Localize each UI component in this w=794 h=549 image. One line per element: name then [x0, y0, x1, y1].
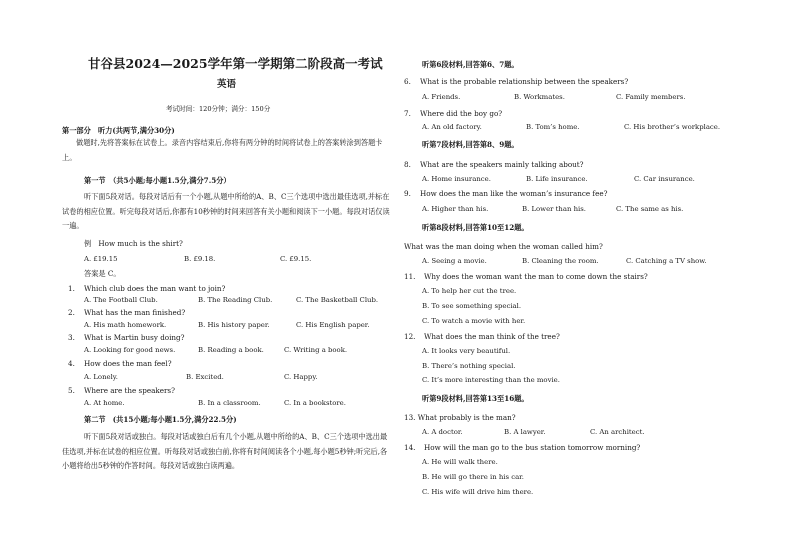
question-number: 6.	[404, 77, 411, 86]
question-number: 5.	[68, 386, 75, 395]
example-option-b: B. £9.18.	[184, 255, 216, 263]
example-answer: 答案是 C。	[84, 269, 121, 278]
option-a: A. Seeing a movie.	[422, 257, 487, 265]
question-text: What was the man doing when the woman called him?	[404, 242, 603, 251]
question-number: 3.	[68, 333, 75, 342]
option-a: A. A doctor.	[422, 428, 463, 436]
option-a: A. Home insurance.	[422, 175, 491, 183]
option-c: C. An architect.	[590, 428, 645, 436]
option-a: A. Higher than his.	[422, 205, 489, 213]
material-9-heading: 听第9段材料,回答第13至16题。	[422, 394, 529, 403]
question-text: How does the man like the woman’s insurance fee?	[420, 189, 608, 198]
option-b: B. Cleaning the room.	[522, 257, 599, 265]
option-b: B. Excited.	[186, 373, 224, 381]
option-b: B. A lawyer.	[504, 428, 546, 436]
option-c: C. Family members.	[616, 93, 686, 101]
section2-heading: 第二节 (共15小题;每小题1.5分,满分22.5分)	[84, 415, 237, 424]
option-c: C. In a bookstore.	[284, 399, 346, 407]
option-a: A. It looks very beautiful.	[422, 347, 511, 355]
option-c: C. To watch a movie with her.	[422, 317, 526, 325]
part1-intro: 做题时,先将答案标在试卷上。录音内容结束后,你将有两分钟的时间将试卷上的答案转涂到答题卡上。	[62, 138, 383, 162]
question-text: Where did the boy go?	[420, 109, 503, 118]
option-b: B. Reading a book.	[198, 346, 264, 354]
option-c: C. His English paper.	[296, 321, 370, 329]
option-c: C. His wife will drive him there.	[422, 488, 534, 496]
question-text: Where are the speakers?	[84, 386, 175, 395]
option-a: A. Lonely.	[84, 373, 118, 381]
option-b: B. Life insurance.	[526, 175, 588, 183]
example-option-a: A. £19.15	[84, 255, 118, 263]
option-b: B. His history paper.	[198, 321, 270, 329]
option-a: A. Friends.	[422, 93, 461, 101]
option-a: A. To help her cut the tree.	[422, 287, 517, 295]
material-8-heading: 听第8段材料,回答第10至12题。	[422, 223, 529, 232]
option-a: A. At home.	[84, 399, 125, 407]
option-c: C. Writing a book.	[284, 346, 348, 354]
option-b: B. To see something special.	[422, 302, 522, 310]
option-b: B. Tom’s home.	[526, 123, 580, 131]
option-c: C. The Basketball Club.	[296, 296, 379, 304]
option-b: B. Workmates.	[514, 93, 565, 101]
question-number: 2.	[68, 308, 75, 317]
question-text: How will the man go to the bus station tomorrow morning?	[424, 443, 641, 452]
question-text: What is Martin busy doing?	[84, 333, 185, 342]
question-number: 12.	[404, 332, 416, 341]
option-c: C. The same as his.	[616, 205, 684, 213]
part1-heading: 第一部分 听力(共两节,满分30分)	[62, 126, 175, 135]
option-b: B. The Reading Club.	[198, 296, 273, 304]
question-text: 13. What probably is the man?	[404, 413, 516, 422]
section1-instructions: 听下面5段对话。每段对话后有一个小题,从题中所给的A、B、C三个选项中选出最佳选项,并标在试卷的相应位置。听完每段对话后,你都有10秒钟的时间来回答有关小题和阅读下一小题。每段对话仅读一遍。	[62, 192, 390, 230]
option-c: C. Catching a TV show.	[626, 257, 707, 265]
question-number: 11.	[404, 272, 416, 281]
option-c: C. His brother’s workplace.	[624, 123, 721, 131]
question-text: What is the probable relationship between the speakers?	[420, 77, 629, 86]
question-number: 8.	[404, 160, 411, 169]
question-number: 7.	[404, 109, 411, 118]
option-a: A. Looking for good news.	[84, 346, 176, 354]
exam-meta: 考试时间：120分钟；满分：150分	[166, 105, 271, 113]
option-b: B. He will go there in his car.	[422, 473, 524, 481]
question-number: 14.	[404, 443, 416, 452]
option-b: B. Lower than his.	[522, 205, 586, 213]
option-a: A. The Football Club.	[84, 296, 158, 304]
question-text: What does the man think of the tree?	[424, 332, 560, 341]
option-a: A. His math homework.	[84, 321, 167, 329]
section2-instructions: 听下面5段对话或独白。每段对话或独白后有几个小题,从题中所给的A、B、C三个选项中选出最佳选项,并标在试卷的相应位置。听每段对话或独白前,你将有时间阅读各个小题,每小题5秒钟;听完后,各小题将给出5秒钟的作答时间。每段对话或独白读两遍。	[62, 432, 388, 470]
question-text: What are the speakers mainly talking about?	[420, 160, 584, 169]
option-c: C. Car insurance.	[634, 175, 695, 183]
option-a: A. An old factory.	[422, 123, 482, 131]
option-a: A. He will walk there.	[422, 458, 498, 466]
question-text: What has the man finished?	[84, 308, 186, 317]
section1-heading: 第一节 （共5小题;每小题1.5分,满分7.5分）	[84, 176, 231, 185]
example-option-c: C. £9.15.	[280, 255, 312, 263]
material-6-heading: 听第6段材料,回答第6、7题。	[422, 60, 519, 69]
example-question: 例 How much is the shirt?	[84, 239, 183, 248]
material-7-heading: 听第7段材料,回答第8、9题。	[422, 140, 519, 149]
question-text: Which club does the man want to join?	[84, 284, 226, 293]
question-text: Why does the woman want the man to come down the stairs?	[424, 272, 648, 281]
exam-title: 甘谷县2024—2025学年第一学期第二阶段高一考试	[88, 56, 383, 71]
option-c: C. It’s more interesting than the movie.	[422, 376, 560, 384]
question-text: How does the man feel?	[84, 359, 172, 368]
option-b: B. In a classroom.	[198, 399, 261, 407]
question-number: 1.	[68, 284, 75, 293]
question-number: 9.	[404, 189, 411, 198]
question-number: 4.	[68, 359, 75, 368]
subject-title: 英语	[217, 79, 237, 90]
option-c: C. Happy.	[284, 373, 318, 381]
option-b: B. There’s nothing special.	[422, 362, 516, 370]
